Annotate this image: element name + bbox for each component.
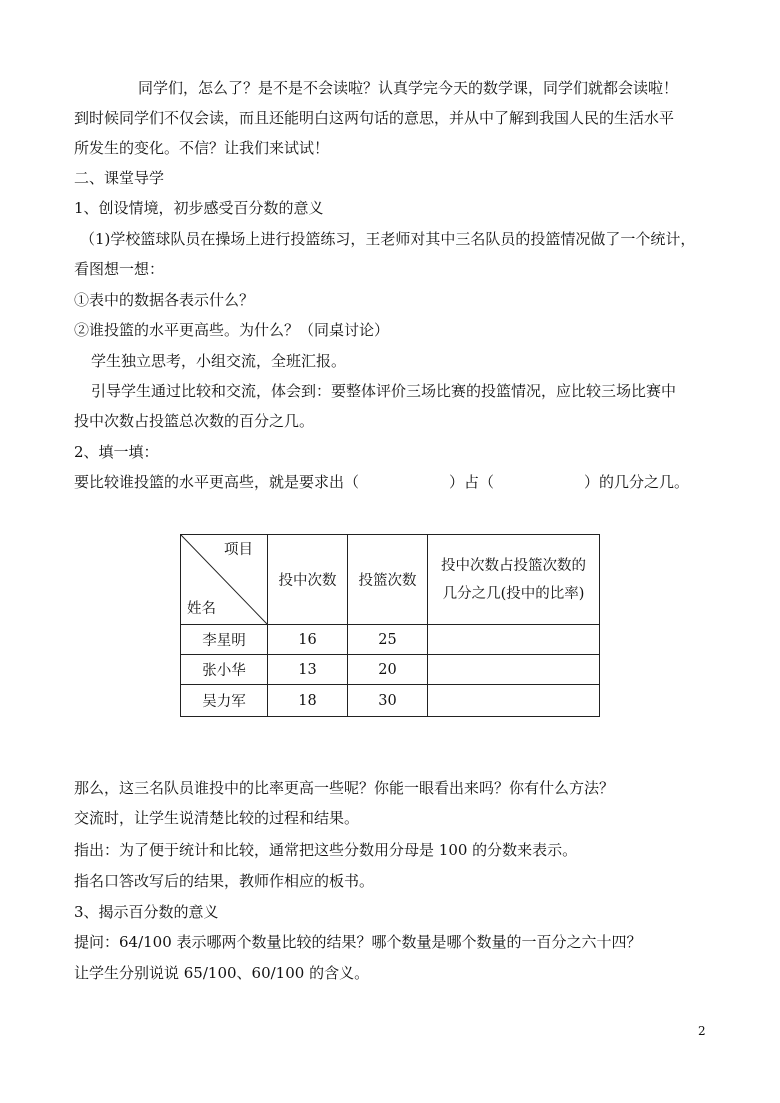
player-name: 张小华 xyxy=(181,655,268,685)
subsection-heading: 3、揭示百分数的意义 xyxy=(74,903,219,921)
table-row xyxy=(181,655,600,685)
fill-in-sentence: 要比较谁投篮的水平更高些，就是要求出（ ）占（ ）的几分之几。 xyxy=(74,473,690,491)
paragraph-line: 提问：64/100 表示哪两个数量比较的结果？哪个数量是哪个数量的一百分之六十四？ xyxy=(74,933,642,951)
subsection-heading: 2、填一填： xyxy=(74,443,159,461)
paragraph-line: 学生独立思考，小组交流，全班汇报。 xyxy=(91,352,347,370)
ratio-cell xyxy=(428,685,600,717)
paragraph-line: 看图想一想： xyxy=(74,260,165,278)
paragraph-line: 引导学生通过比较和交流，体会到：要整体评价三场比赛的投篮情况，应比较三场比赛中 xyxy=(91,382,677,400)
header-ratio xyxy=(428,535,600,625)
question-item: ②谁投篮的水平更高些。为什么？（同桌讨论） xyxy=(74,321,390,339)
header-shots: 投篮次数 xyxy=(348,535,428,625)
subsection-heading: 1、创设情境，初步感受百分数的意义 xyxy=(74,199,324,217)
header-hits: 投中次数 xyxy=(268,535,348,625)
shots-cell: 25 xyxy=(348,625,428,655)
paragraph-line: 同学们，怎么了？是不是不会读啦？认真学完今天的数学课，同学们就都会读啦！ xyxy=(138,79,679,97)
paragraph-line: 所发生的变化。不信？让我们来试试！ xyxy=(74,139,330,157)
paragraph-line: 指名口答改写后的结果，教师作相应的板书。 xyxy=(74,872,375,890)
paragraph-line: 交流时，让学生说清楚比较的过程和结果。 xyxy=(74,809,360,827)
hits-cell: 18 xyxy=(268,685,348,717)
paragraph-line: 到时候同学们不仅会读，而且还能明白这两句话的意思，并从中了解到我国人民的生活水平 xyxy=(74,109,675,127)
player-name: 李星明 xyxy=(181,625,268,655)
column-caption: 项目 xyxy=(224,542,253,558)
statistics-table xyxy=(180,534,600,717)
hits-cell: 16 xyxy=(268,625,348,655)
paragraph-line: 那么，这三名队员谁投中的比率更高一些呢？你能一眼看出来吗？你有什么方法？ xyxy=(74,779,615,797)
player-name: 吴力军 xyxy=(181,685,268,717)
ratio-cell xyxy=(428,655,600,685)
ratio-cell xyxy=(428,625,600,655)
paragraph-line: （1)学校篮球队员在操场上进行投篮练习，王老师对其中三名队员的投篮情况做了一个统计， xyxy=(80,230,696,248)
paragraph-line: 指出：为了便于统计和比较，通常把这些分数用分母是 100 的分数来表示。 xyxy=(74,841,578,859)
question-item: ①表中的数据各表示什么？ xyxy=(74,291,255,309)
hits-cell: 13 xyxy=(268,655,348,685)
header-ratio-line: 投中次数占投篮次数的 xyxy=(441,557,586,574)
table-row xyxy=(181,625,600,655)
section-heading: 二、课堂导学 xyxy=(74,169,165,187)
header-ratio-line: 几分之几(投中的比率) xyxy=(442,585,585,602)
row-caption: 姓名 xyxy=(187,601,216,617)
paragraph-line: 让学生分别说说 65/100、60/100 的含义。 xyxy=(74,964,370,982)
diagonal-header-cell xyxy=(181,535,268,625)
paragraph-line: 投中次数占投篮总次数的百分之几。 xyxy=(74,412,315,430)
table-row xyxy=(181,685,600,717)
shots-cell: 20 xyxy=(348,655,428,685)
shots-cell: 30 xyxy=(348,685,428,717)
page-number: 2 xyxy=(698,1024,706,1038)
